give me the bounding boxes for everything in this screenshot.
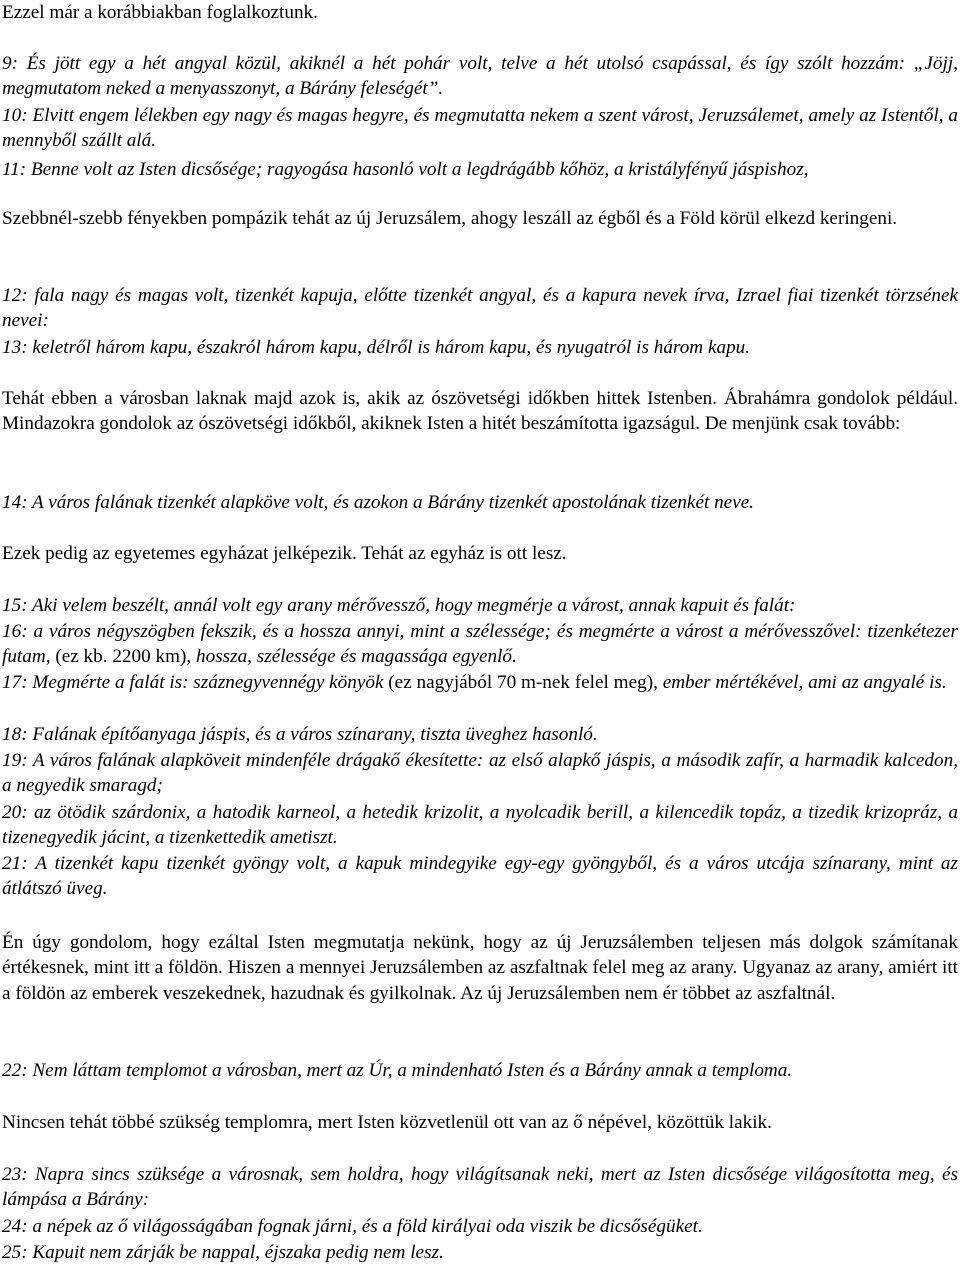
paragraph-intro: Ezzel már a korábbiakban foglalkoztunk. (2, 2, 318, 23)
verse-17-text-b: ember mértékével, ami az angyalé is. (662, 672, 947, 693)
verse-9: 9: És jött egy a hét angyal közül, akiknél a hét pohár volt, telve a hét utolsó csapással, és így szólt hozzám: „Jöjj, megmutatom neked a menyasszonyt, a Bárány feleségét”. (2, 53, 958, 100)
verse-25: 25: Kapuit nem zárják be nappal, éjszaka pedig nem lesz. (2, 1242, 444, 1263)
verse-18: 18: Falának építőanyaga jáspis, és a város színarany, tiszta üveghez hasonló. (2, 724, 598, 745)
verse-17-note: (ez nagyjából 70 m-nek felel meg), (383, 672, 663, 693)
verse-24: 24: a népek az ő világosságában fognak járni, és a föld királyai oda viszik be dicsőségüket. (2, 1216, 703, 1237)
paragraph-commentary-1: Szebbnél-szebb fényekben pompázik tehát az új Jeruzsálem, ahogy leszáll az égből és a Föld körül elkezd keringeni. (2, 208, 898, 229)
verse-19: 19: A város falának alapköveit mindenféle drágakő ékesítette: az első alapkő jáspis, a második zafír, a harmadik kalcedon, a negyedik smaragd; (2, 750, 958, 797)
verse-16-text-a: 16: a város négyszögben fekszik, és a hossza annyi, mint a szélessége; és megmérte a várost a mérővesszővel: tizenkétezer futam, (2, 621, 958, 668)
verse-17-text-a: 17: Megmérte a falát is: száznegyvennégy könyök (2, 672, 384, 693)
paragraph-commentary-3: Ezek pedig az egyetemes egyházat jelképezik. Tehát az egyház is ott lesz. (2, 543, 567, 564)
verse-10: 10: Elvitt engem lélekben egy nagy és magas hegyre, és megmutatta nekem a szent várost, Jeruzsálemet, amely az Istentől, a mennyből szállt alá. (2, 105, 958, 152)
verse-15: 15: Aki velem beszélt, annál volt egy arany mérővessző, hogy megmérje a várost, annak kapuit és falát: (2, 595, 796, 616)
verse-23: 23: Napra sincs szüksége a városnak, sem holdra, hogy világítsanak neki, mert az Isten dicsősége világosította meg, és lámpása a Bárány: (2, 1164, 958, 1211)
verse-16-note: (ez kb. 2200 km), (50, 646, 196, 668)
verse-16 (2, 619, 958, 670)
verse-20: 20: az ötödik szárdonix, a hatodik karneol, a hetedik krizolit, a nyolcadik berill, a kilencedik topáz, a tizedik krizopráz, a tizenegyedik jácint, a tizenkettedik ametiszt. (2, 802, 958, 849)
verse-12: 12: fala nagy és magas volt, tizenkét kapuja, előtte tizenkét angyal, és a kapura nevek írva, Izrael fiai tizenkét törzsének nevei: (2, 285, 958, 332)
verse-22: 22: Nem láttam templomot a városban, mert az Úr, a mindenható Isten és a Bárány annak a temploma. (2, 1060, 793, 1081)
verse-13: 13: keletről három kapu, északról három kapu, délről is három kapu, és nyugatról is három kapu. (2, 337, 751, 358)
verse-11: 11: Benne volt az Isten dicsősége; ragyogása hasonló volt a legdrágább kőhöz, a kristályfényű jáspishoz, (2, 159, 809, 180)
paragraph-commentary-2: Tehát ebben a városban laknak majd azok is, akik az ószövetségi időkben hittek Istenben. Ábrahámra gondolok például. Mindazokra gondolok az ószövetségi időkből, akiknek Isten a hitét beszámította igazságul. De menjünk csak tovább: (2, 388, 958, 435)
paragraph-commentary-4: Én úgy gondolom, hogy ezáltal Isten megmutatja nekünk, hogy az új Jeruzsálemben teljesen más dolgok számítanak értékesnek, mint itt a földön. Hiszen a mennyei Jeruzsálemben az aszfaltnak felel meg az arany. Ugyanaz az arany, amiért itt a földön az emberek veszekednek, hazudnak és gyilkolnak. Az új Jeruzsálemben nem ér többet az aszfaltnál. (2, 932, 958, 1004)
verse-14: 14: A város falának tizenkét alapköve volt, és azokon a Bárány tizenkét apostolának tizenkét neve. (2, 492, 755, 513)
verse-17 (2, 670, 958, 695)
verse-16-text-b: hossza, szélessége és magassága egyenlő. (196, 646, 517, 668)
verse-21: 21: A tizenkét kapu tizenkét gyöngy volt, a kapuk mindegyike egy-egy gyöngyből, és a város utcája színarany, mint az átlátszó üveg. (2, 853, 958, 900)
paragraph-commentary-5: Nincsen tehát többé szükség templomra, mert Isten közvetlenül ott van az ő népével, közöttük lakik. (2, 1112, 772, 1133)
